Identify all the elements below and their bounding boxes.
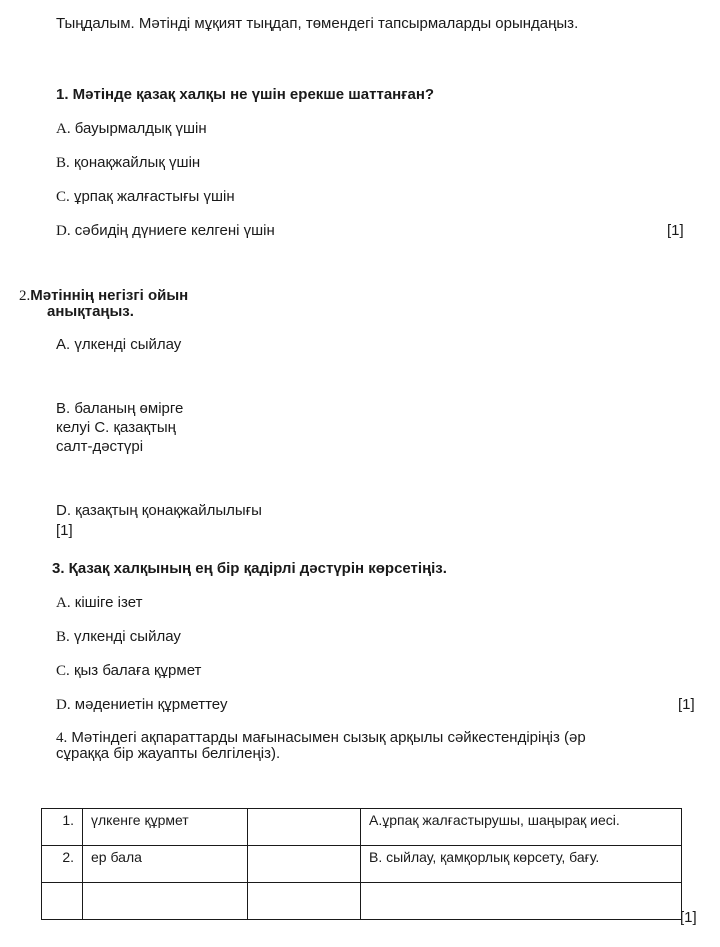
q3-option-b-text: үлкенді сыйлау (73, 628, 181, 645)
q4-instruction-text: Мәтіндегі ақпараттарды мағынасымен сызық арқылы сәйкестендіріңіз (әр (71, 729, 586, 746)
table-row (42, 809, 682, 846)
q3-option-c (56, 662, 201, 680)
q3-option-b-letter: B. (56, 629, 70, 645)
row-number: 2. (42, 846, 83, 883)
q1-option-d-letter: D. (56, 223, 71, 239)
q4-instruction-line2: сұраққа бір жауапты белгілеңіз). (56, 745, 281, 762)
row-term: үлкенге құрмет (83, 809, 248, 846)
page-header: Тыңдалым. Мәтінді мұқият тыңдап, төмендегі тапсырмаларды орындаңыз. (56, 15, 579, 32)
q2-option-a: A. үлкенді сыйлау (56, 336, 182, 353)
q1-mark: [1] (667, 222, 684, 239)
q1-option-c-letter: C. (56, 189, 70, 205)
q3-option-c-text: қыз балаға құрмет (73, 662, 202, 679)
q2-option-bc-line2: келуі C. қазақтың (56, 419, 176, 436)
table-row (42, 846, 682, 883)
row-number: 1. (42, 809, 83, 846)
row-blank[interactable] (248, 883, 361, 920)
q3-option-d-letter: D. (56, 697, 71, 713)
q3-option-c-letter: C. (56, 663, 70, 679)
q2-question-line2: анықтаңыз. (47, 303, 134, 320)
row-number (42, 883, 83, 920)
q1-option-c (56, 188, 235, 206)
row-answer: A.ұрпақ жалғастырушы, шаңырақ иесі. (361, 809, 682, 846)
q1-option-b-letter: B. (56, 155, 70, 171)
q3-mark: [1] (678, 696, 695, 713)
q3-option-d-text: мәдениетін құрметтеу (74, 696, 228, 713)
q4-number: 4. (56, 730, 68, 746)
q1-option-a-text: бауырмалдық үшін (74, 120, 207, 137)
question-1: 1. Мәтінде қазақ халқы не үшін ерекше шаттанған? (56, 86, 435, 103)
q2-option-bc-line1: B. баланың өмірге (56, 400, 184, 417)
q1-option-a (56, 120, 207, 138)
q3-option-b (56, 628, 181, 646)
q2-mark: [1] (56, 522, 73, 539)
q2-option-d: D. қазақтың қонақжайлылығы (56, 502, 262, 519)
q1-option-b-text: қонақжайлық үшін (73, 154, 201, 171)
row-answer (361, 883, 682, 920)
q3-option-a-letter: A. (56, 595, 71, 611)
q1-option-a-letter: A. (56, 121, 71, 137)
q3-option-a-text: кішіге ізет (74, 594, 143, 611)
row-term: ер бала (83, 846, 248, 883)
q2-number: 2. (19, 288, 31, 304)
row-blank[interactable] (248, 846, 361, 883)
q2-option-bc-line3: салт-дәстүрі (56, 438, 144, 455)
q4-mark: [1] (680, 909, 697, 926)
q1-option-c-text: ұрпақ жалғастығы үшін (73, 188, 235, 205)
q3-option-d (56, 696, 227, 714)
q1-option-d (56, 222, 275, 240)
row-answer: B. сыйлау, қамқорлық көрсету, бағу. (361, 846, 682, 883)
row-term (83, 883, 248, 920)
question-3: 3. Қазақ халқының ең бір қадірлі дәстүрін көрсетіңіз. (52, 560, 447, 577)
matching-table (41, 808, 682, 920)
q1-option-d-text: сәбидің дүниеге келгені үшін (74, 222, 275, 239)
q1-option-b (56, 154, 200, 172)
q3-option-a (56, 594, 142, 612)
q2-question-line1: Мәтіннің негізгі ойын (30, 287, 189, 304)
table-row (42, 883, 682, 920)
row-blank[interactable] (248, 809, 361, 846)
